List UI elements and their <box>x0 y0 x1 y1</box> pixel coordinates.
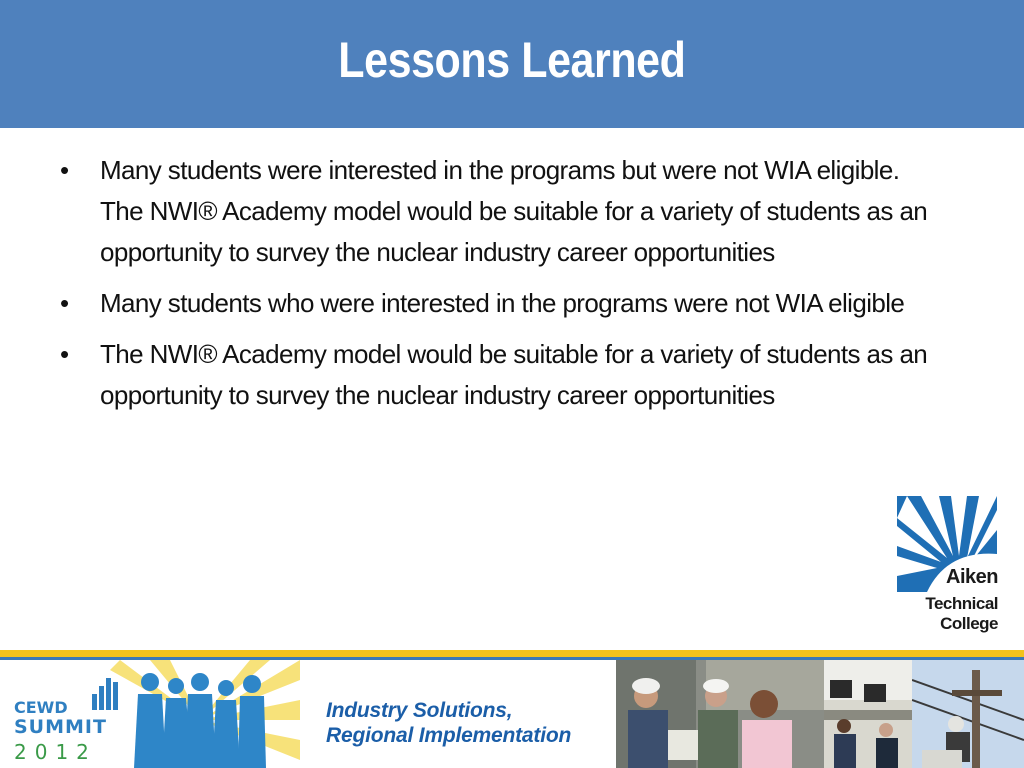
cewd-summit-logo <box>0 660 300 768</box>
bullet-list <box>56 150 936 426</box>
aiken-technical-college-logo <box>894 494 1000 640</box>
cewd-text: CEWD <box>14 698 68 717</box>
bullet-text: The NWI® Academy model would be suitable for a variety of students as an opportunity to survey the nuclear industry career opportunities <box>100 339 928 410</box>
footer-tagline <box>326 698 571 748</box>
bullet-item-2 <box>56 283 936 324</box>
lineworker-photo <box>912 660 1024 768</box>
bullet-text: Many students who were interested in the programs were not WIA eligible <box>100 288 905 318</box>
aiken-name: Aiken <box>946 566 998 588</box>
classroom-photo <box>824 660 912 768</box>
footer <box>0 660 1024 768</box>
bullet-text: Many students were interested in the programs but were not WIA eligible. The NWI® Academy model would be suitable for a variety of students as an opportunity to survey the nuclear industry career opportunities <box>100 155 928 267</box>
summit-year: 2012 <box>14 740 97 764</box>
summit-text: SUMMIT <box>14 716 107 738</box>
footer-gold-stripe <box>0 650 1024 657</box>
tagline-line-2: Regional Implementation <box>326 724 572 747</box>
aiken-college: College <box>940 614 998 633</box>
workers-photo <box>616 660 824 768</box>
bullet-item-3 <box>56 334 936 416</box>
title-bar <box>0 0 1024 128</box>
slide-title: Lessons Learned <box>338 32 686 88</box>
bullet-dot-icon: • <box>60 339 69 369</box>
bullet-dot-icon: • <box>60 288 69 318</box>
tagline-line-1: Industry Solutions, <box>326 699 513 722</box>
bullet-item-1 <box>56 150 936 273</box>
aiken-technical: Technical <box>925 594 998 613</box>
bullet-dot-icon: • <box>60 155 69 185</box>
